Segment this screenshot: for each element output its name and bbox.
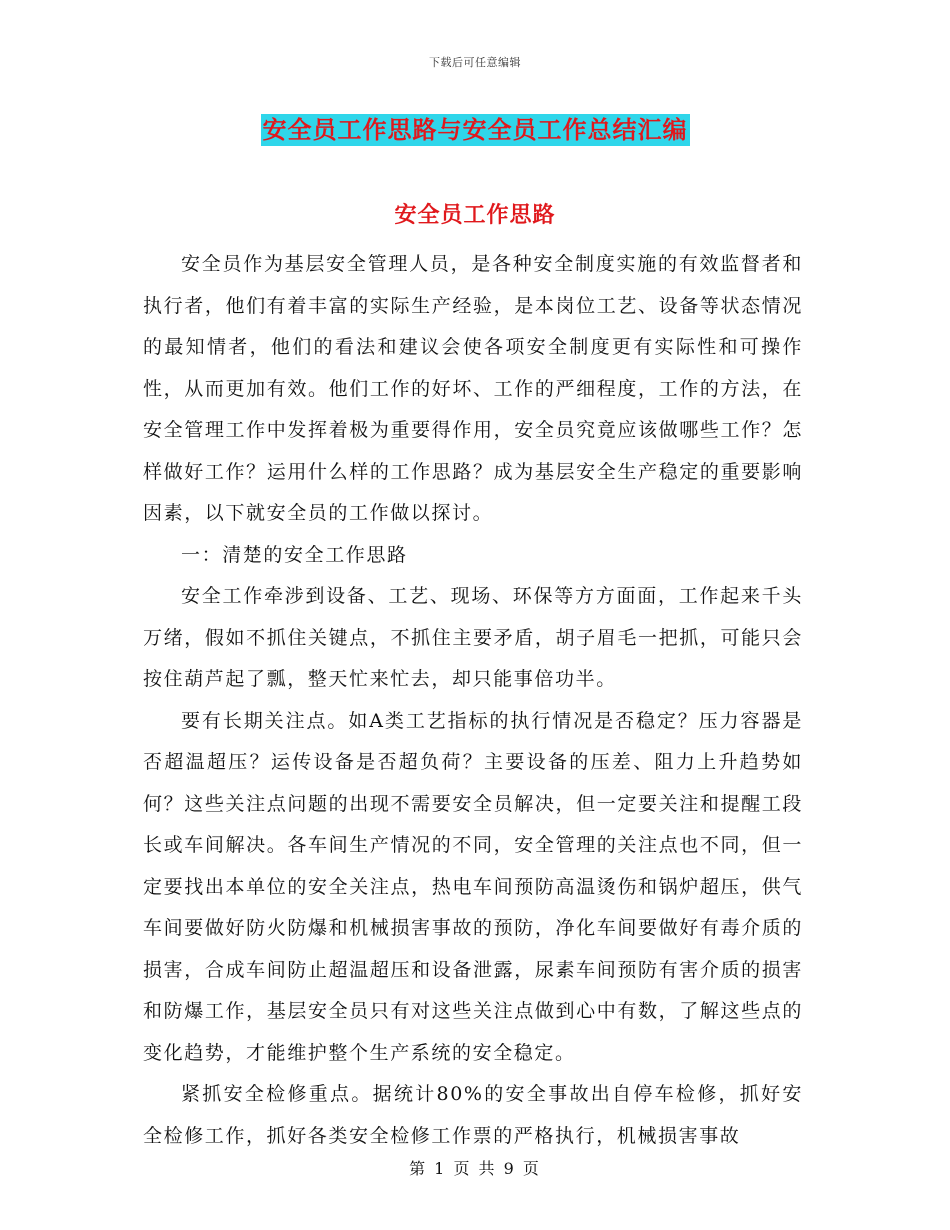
document-body xyxy=(143,244,803,1157)
body-paragraph: 紧抓安全检修重点。据统计80%的安全事故出自停车检修，抓好安全检修工作，抓好各类安全检修工作票的严格执行，机械损害事故 xyxy=(143,1083,803,1147)
document-title: 安全员工作思路与安全员工作总结汇编 xyxy=(262,116,688,144)
body-paragraph: 安全员作为基层安全管理人员，是各种安全制度实施的有效监督者和执行者，他们有着丰富的实际生产经验，是本岗位工艺、设备等状态情况的最知情者，他们的看法和建议会使各项安全制度更有实际性和可操作性，从而更加有效。他们工作的好坏、工作的严细程度，工作的方法，在安全管理工作中发挥着极为重要得作用，安全员究竟应该做哪些工作？怎样做好工作？运用什么样的工作思路？成为基层安全生产稳定的重要影响因素，以下就安全员的工作做以探讨。 xyxy=(143,253,803,524)
body-paragraph: 要有长期关注点。如A类工艺指标的执行情况是否稳定？压力容器是否超温超压？运传设备是否超负荷？主要设备的压差、阻力上升趋势如何？这些关注点问题的出现不需要安全员解决，但一定要关注和提醒工段长或车间解决。各车间生产情况的不同，安全管理的关注点也不同，但一定要找出本单位的安全关注点，热电车间预防高温烫伤和锅炉超压，供气车间要做好防火防爆和机械损害事故的预防，净化车间要做好有毒介质的损害，合成车间防止超温超压和设备泄露，尿素车间预防有害介质的损害和防爆工作，基层安全员只有对这些关注点做到心中有数，了解这些点的变化趋势，才能维护整个生产系统的安全稳定。 xyxy=(143,709,803,1064)
section-title: 安全员工作思路 xyxy=(394,203,556,228)
page-header-note: 下载后可任意编辑 xyxy=(429,56,521,69)
subheading: 一：清楚的安全工作思路 xyxy=(181,543,408,566)
body-paragraph: 安全工作牵涉到设备、工艺、现场、环保等方方面面，工作起来千头万绪，假如不抓住关键点，不抓住主要矛盾，胡子眉毛一把抓，可能只会按住葫芦起了瓢，整天忙来忙去，却只能事倍功半。 xyxy=(143,585,803,690)
document-title-container xyxy=(0,114,950,146)
page-number-footer: 第 1 页 共 9 页 xyxy=(409,1159,541,1178)
